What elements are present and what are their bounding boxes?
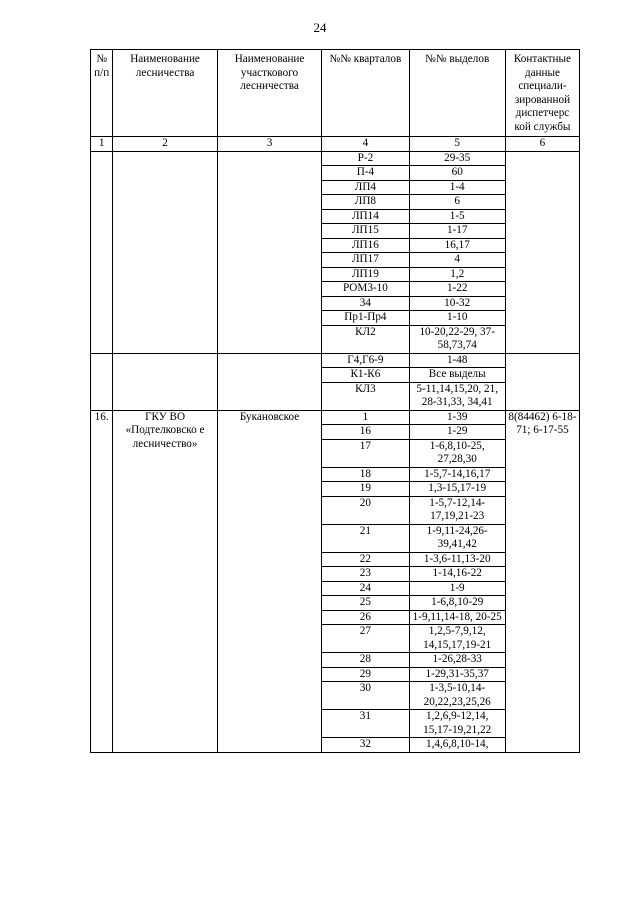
page-number: 24 [313, 20, 327, 35]
quarter-cell: 31 [322, 710, 409, 738]
quarter-cell: ЛП4 [322, 180, 409, 195]
numbering-cell: 1 [91, 137, 113, 152]
plots-cell: 1-17 [409, 224, 505, 239]
table-row [91, 353, 580, 368]
quarter-cell: 25 [322, 596, 409, 611]
quarter-cell: 23 [322, 567, 409, 582]
plots-cell: 1-5,7-14,16,17 [409, 467, 505, 482]
quarter-cell: ЛП15 [322, 224, 409, 239]
table-row [91, 151, 580, 166]
forestry-name-cell: ГКУ ВО «Подтелковско е лесничество» [113, 410, 217, 752]
plots-cell: 1-39 [409, 410, 505, 425]
plots-cell: 10-20,22-29, 37-58,73,74 [409, 325, 505, 353]
quarter-cell: ЛП14 [322, 209, 409, 224]
quarter-cell: ЛП8 [322, 195, 409, 210]
plots-cell: 6 [409, 195, 505, 210]
quarter-cell: 19 [322, 482, 409, 497]
quarter-cell: 27 [322, 625, 409, 653]
quarter-cell: 16 [322, 425, 409, 440]
plots-cell: 1,2,6,9-12,14, 15,17-19,21,22 [409, 710, 505, 738]
plots-cell: Все выделы [409, 368, 505, 383]
header-quarters: №№ кварталов [322, 50, 409, 137]
quarter-cell: 24 [322, 581, 409, 596]
forestry-name-cell [113, 151, 217, 353]
numbering-cell: 6 [505, 137, 579, 152]
plots-cell: 1-6,8,10-25, 27,28,30 [409, 439, 505, 467]
numbering-cell: 5 [409, 137, 505, 152]
header-plots: №№ выделов [409, 50, 505, 137]
quarter-cell: 18 [322, 467, 409, 482]
numbering-row [91, 137, 580, 152]
plots-cell: 5-11,14,15,20, 21, 28-31,33, 34,41 [409, 382, 505, 410]
quarter-cell: 26 [322, 610, 409, 625]
plots-cell: 1-14,16-22 [409, 567, 505, 582]
contact-cell [505, 353, 579, 410]
plots-cell: 1-9,11-24,26- 39,41,42 [409, 524, 505, 552]
header-district-name: Наименование участкового лесничества [217, 50, 321, 137]
quarter-cell: Пр1-Пр4 [322, 311, 409, 326]
plots-cell: 1-10 [409, 311, 505, 326]
row-number-cell [91, 353, 113, 410]
quarter-cell: 32 [322, 738, 409, 753]
quarter-cell: 21 [322, 524, 409, 552]
plots-cell: 1-4 [409, 180, 505, 195]
plots-cell: 1-26,28-33 [409, 653, 505, 668]
plots-cell: 1-48 [409, 353, 505, 368]
plots-cell: 4 [409, 253, 505, 268]
forestry-table [90, 49, 580, 753]
plots-cell: 29-35 [409, 151, 505, 166]
plots-cell: 1-29 [409, 425, 505, 440]
quarter-cell: ЛП16 [322, 238, 409, 253]
numbering-cell: 3 [217, 137, 321, 152]
header-forestry-name: Наименование лесничества [113, 50, 217, 137]
plots-cell: 1,2,5-7,9,12, 14,15,17,19-21 [409, 625, 505, 653]
quarter-cell: 17 [322, 439, 409, 467]
quarter-cell: КЛ2 [322, 325, 409, 353]
quarter-cell: ЛП17 [322, 253, 409, 268]
header-contacts: Контактные данные специали-зированной диспетчерс кой службы [505, 50, 579, 137]
quarter-cell: 28 [322, 653, 409, 668]
plots-cell: 60 [409, 166, 505, 181]
plots-cell: 1-3,6-11,13-20 [409, 552, 505, 567]
numbering-cell: 4 [322, 137, 409, 152]
header-row [91, 50, 580, 137]
quarter-cell: 29 [322, 667, 409, 682]
quarter-cell: П-4 [322, 166, 409, 181]
group-3 [91, 410, 580, 752]
quarter-cell: Р-2 [322, 151, 409, 166]
row-number-cell: 16. [91, 410, 113, 752]
plots-cell: 1,3-15,17-19 [409, 482, 505, 497]
row-number-cell [91, 151, 113, 353]
plots-cell: 1-9 [409, 581, 505, 596]
plots-cell: 1,2 [409, 267, 505, 282]
quarter-cell: 34 [322, 296, 409, 311]
plots-cell: 1,4,6,8,10-14, [409, 738, 505, 753]
quarter-cell: Г4,Г6-9 [322, 353, 409, 368]
contact-cell [505, 151, 579, 353]
header-num: № п/п [91, 50, 113, 137]
contact-cell: 8(84462) 6-18-71; 6-17-55 [505, 410, 579, 752]
numbering-cell: 2 [113, 137, 217, 152]
plots-cell: 1-5 [409, 209, 505, 224]
district-name-cell [217, 151, 321, 353]
forestry-name-cell [113, 353, 217, 410]
quarter-cell: РОМ3-10 [322, 282, 409, 297]
district-name-cell [217, 353, 321, 410]
plots-cell: 10-32 [409, 296, 505, 311]
table-row [91, 410, 580, 425]
plots-cell: 1-3,5-10,14- 20,22,23,25,26 [409, 682, 505, 710]
plots-cell: 1-22 [409, 282, 505, 297]
quarter-cell: 1 [322, 410, 409, 425]
quarter-cell: 22 [322, 552, 409, 567]
group-1 [91, 151, 580, 353]
quarter-cell: 20 [322, 496, 409, 524]
plots-cell: 1-5,7-12,14- 17,19,21-23 [409, 496, 505, 524]
quarter-cell: К1-К6 [322, 368, 409, 383]
quarter-cell: ЛП19 [322, 267, 409, 282]
plots-cell: 1-6,8,10-29 [409, 596, 505, 611]
district-name-cell: Букановское [217, 410, 321, 752]
plots-cell: 1-9,11,14-18, 20-25 [409, 610, 505, 625]
quarter-cell: 30 [322, 682, 409, 710]
plots-cell: 1-29,31-35,37 [409, 667, 505, 682]
group-2 [91, 353, 580, 410]
plots-cell: 16,17 [409, 238, 505, 253]
quarter-cell: КЛ3 [322, 382, 409, 410]
